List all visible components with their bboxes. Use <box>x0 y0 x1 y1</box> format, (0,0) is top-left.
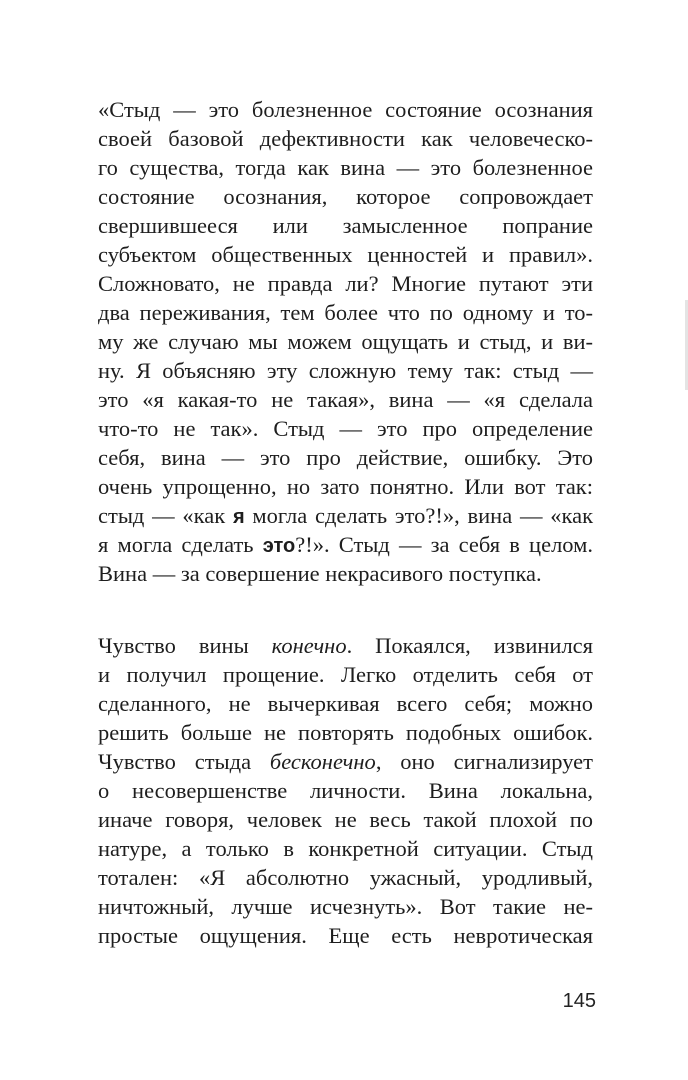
bold-emphasis: я <box>232 506 245 528</box>
text-line: о несовершенстве личности. Вина локальна, <box>98 778 593 803</box>
text-line: ну. Я объясняю эту сложную тему так: стыд — <box>98 358 593 383</box>
bold-emphasis: это <box>262 535 296 557</box>
text-line: иначе говоря, человек не весь такой плохой по <box>98 807 593 832</box>
text-fragment: я могла сделать <box>98 532 263 557</box>
text-line: решить больше не повторять подобных ошибок. <box>98 720 593 745</box>
text-line: тотален: «Я абсолютно ужасный, уродливый, <box>98 865 593 890</box>
text-line: состояние осознания, которое сопровождает <box>98 184 593 209</box>
text-fragment: Чувство вины <box>98 633 272 658</box>
text-line <box>98 631 593 660</box>
text-fragment: . Покаялся, извинился <box>346 633 594 658</box>
text-line: свершившееся или замысленное попрание <box>98 213 593 238</box>
italic-emphasis: конечно <box>271 633 347 658</box>
text-line: му же случаю мы можем ощущать и стыд, и ви- <box>98 329 593 354</box>
text-fragment: могла сделать это?!», вина — «как <box>244 503 593 528</box>
text-line: «Стыд — это болезненное состояние осознания <box>98 97 593 122</box>
text-fragment: ?!». Стыд — за себя в целом. <box>295 532 593 557</box>
text-line: что-то не так». Стыд — это про определение <box>98 416 593 441</box>
text-line: го существа, тогда как вина — это болезненное <box>98 155 593 180</box>
text-line: простые ощущения. Еще есть невротическая <box>98 923 593 948</box>
italic-emphasis: бесконечно <box>269 749 376 774</box>
text-line: натуре, а только в конкретной ситуации. Стыд <box>98 836 593 861</box>
text-line: два переживания, тем более что по одному и то- <box>98 300 593 325</box>
text-line <box>98 747 593 776</box>
text-line: ничтожный, лучше исчезнуть». Вот такие не- <box>98 894 593 919</box>
text-line: и получил прощение. Легко отделить себя от <box>98 662 593 687</box>
text-line: это «я какая-то не такая», вина — «я сделала <box>98 387 593 412</box>
text-line: очень упрощенно, но зато понятно. Или вот так: <box>98 474 593 499</box>
text-fragment: , оно сигнализирует <box>375 749 593 774</box>
text-line: Вина — за совершение некрасивого поступка. <box>98 561 542 586</box>
text-line <box>98 501 593 532</box>
text-line: субъектом общественных ценностей и правил». <box>98 242 593 267</box>
text-line <box>98 530 593 561</box>
text-fragment: стыд — «как <box>98 503 233 528</box>
text-line: сделанного, не вычеркивая всего себя; можно <box>98 691 593 716</box>
text-line: Сложновато, не правда ли? Многие путают эти <box>98 271 593 296</box>
text-line: себя, вина — это про действие, ошибку. Это <box>98 445 593 470</box>
page-number: 145 <box>562 990 596 1012</box>
text-fragment: Чувство стыда <box>98 749 270 774</box>
text-line: своей базовой дефективности как человеческо- <box>98 126 593 151</box>
